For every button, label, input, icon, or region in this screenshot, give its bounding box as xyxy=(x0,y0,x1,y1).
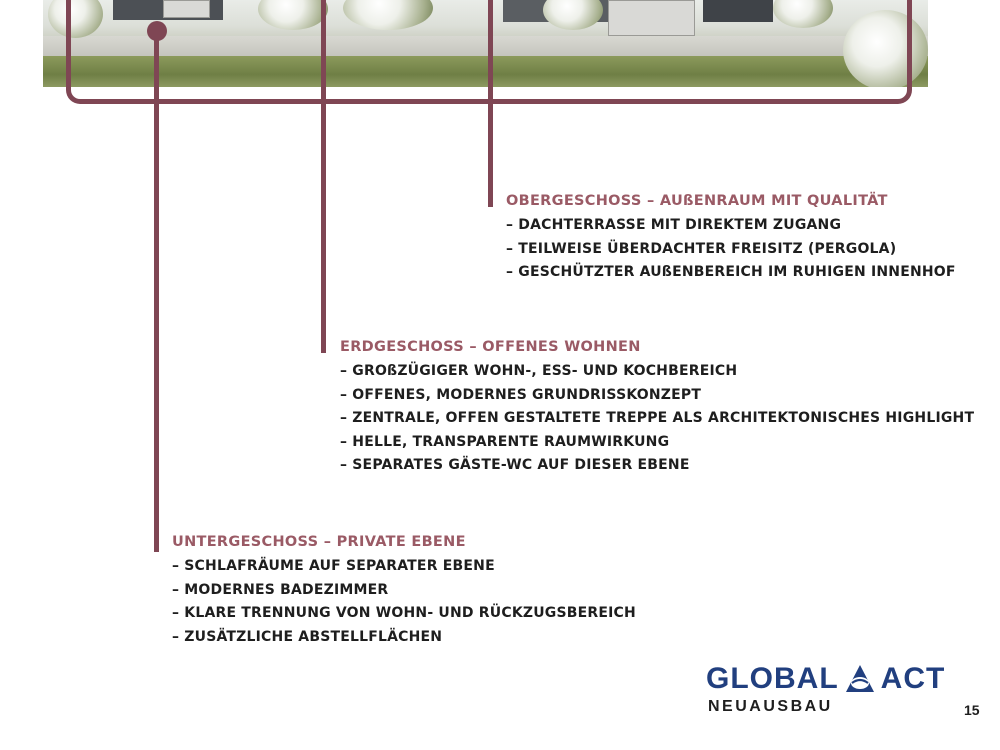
connector-line-obergeschoss xyxy=(488,0,493,207)
logo-text-right: ACT xyxy=(880,662,946,695)
feature-item: – SCHLAFRÄUME AUF SEPARATER EBENE xyxy=(172,558,495,574)
globalact-logo xyxy=(706,663,946,716)
feature-item: – SEPARATES GÄSTE-WC AUF DIESER EBENE xyxy=(340,457,690,473)
connector-dot xyxy=(147,21,167,41)
section-obergeschoss xyxy=(506,193,956,288)
feature-item: – ZENTRALE, OFFEN GESTALTETE TREPPE ALS ARCHITEKTONISCHES HIGHLIGHT xyxy=(340,410,975,426)
globalact-logo-icon xyxy=(843,663,877,695)
feature-item: – HELLE, TRANSPARENTE RAUMWIRKUNG xyxy=(340,433,670,450)
feature-item: – GESCHÜTZTER AUßENBEREICH IM RUHIGEN INNENHOF xyxy=(506,264,956,280)
feature-item: – TEILWEISE ÜBERDACHTER FREISITZ (PERGOLA) xyxy=(506,240,897,257)
feature-item: – KLARE TRENNUNG VON WOHN- UND RÜCKZUGSBEREICH xyxy=(172,605,636,621)
logo-text-left: GLOBAL xyxy=(706,662,839,695)
page-number: 15 xyxy=(964,702,980,718)
section-heading: UNTERGESCHOSS – PRIVATE EBENE xyxy=(172,534,466,550)
connector-line-erdgeschoss xyxy=(321,0,326,353)
feature-item: – MODERNES BADEZIMMER xyxy=(172,581,389,598)
logo-subtitle: NEUAUSBAU xyxy=(708,698,833,715)
section-untergeschoss xyxy=(172,534,636,652)
feature-item: – DACHTERRASSE MIT DIREKTEM ZUGANG xyxy=(506,217,842,233)
section-erdgeschoss xyxy=(340,339,974,481)
section-heading: OBERGESCHOSS – AUßENRAUM MIT QUALITÄT xyxy=(506,193,888,209)
connector-line-untergeschoss xyxy=(154,24,159,552)
feature-item: – OFFENES, MODERNES GRUNDRISSKONZEPT xyxy=(340,386,702,403)
feature-item: – GROßZÜGIGER WOHN-, ESS- UND KOCHBEREICH xyxy=(340,363,738,379)
section-heading: ERDGESCHOSS – OFFENES WOHNEN xyxy=(340,339,641,355)
feature-item: – ZUSÄTZLICHE ABSTELLFLÄCHEN xyxy=(172,628,443,645)
